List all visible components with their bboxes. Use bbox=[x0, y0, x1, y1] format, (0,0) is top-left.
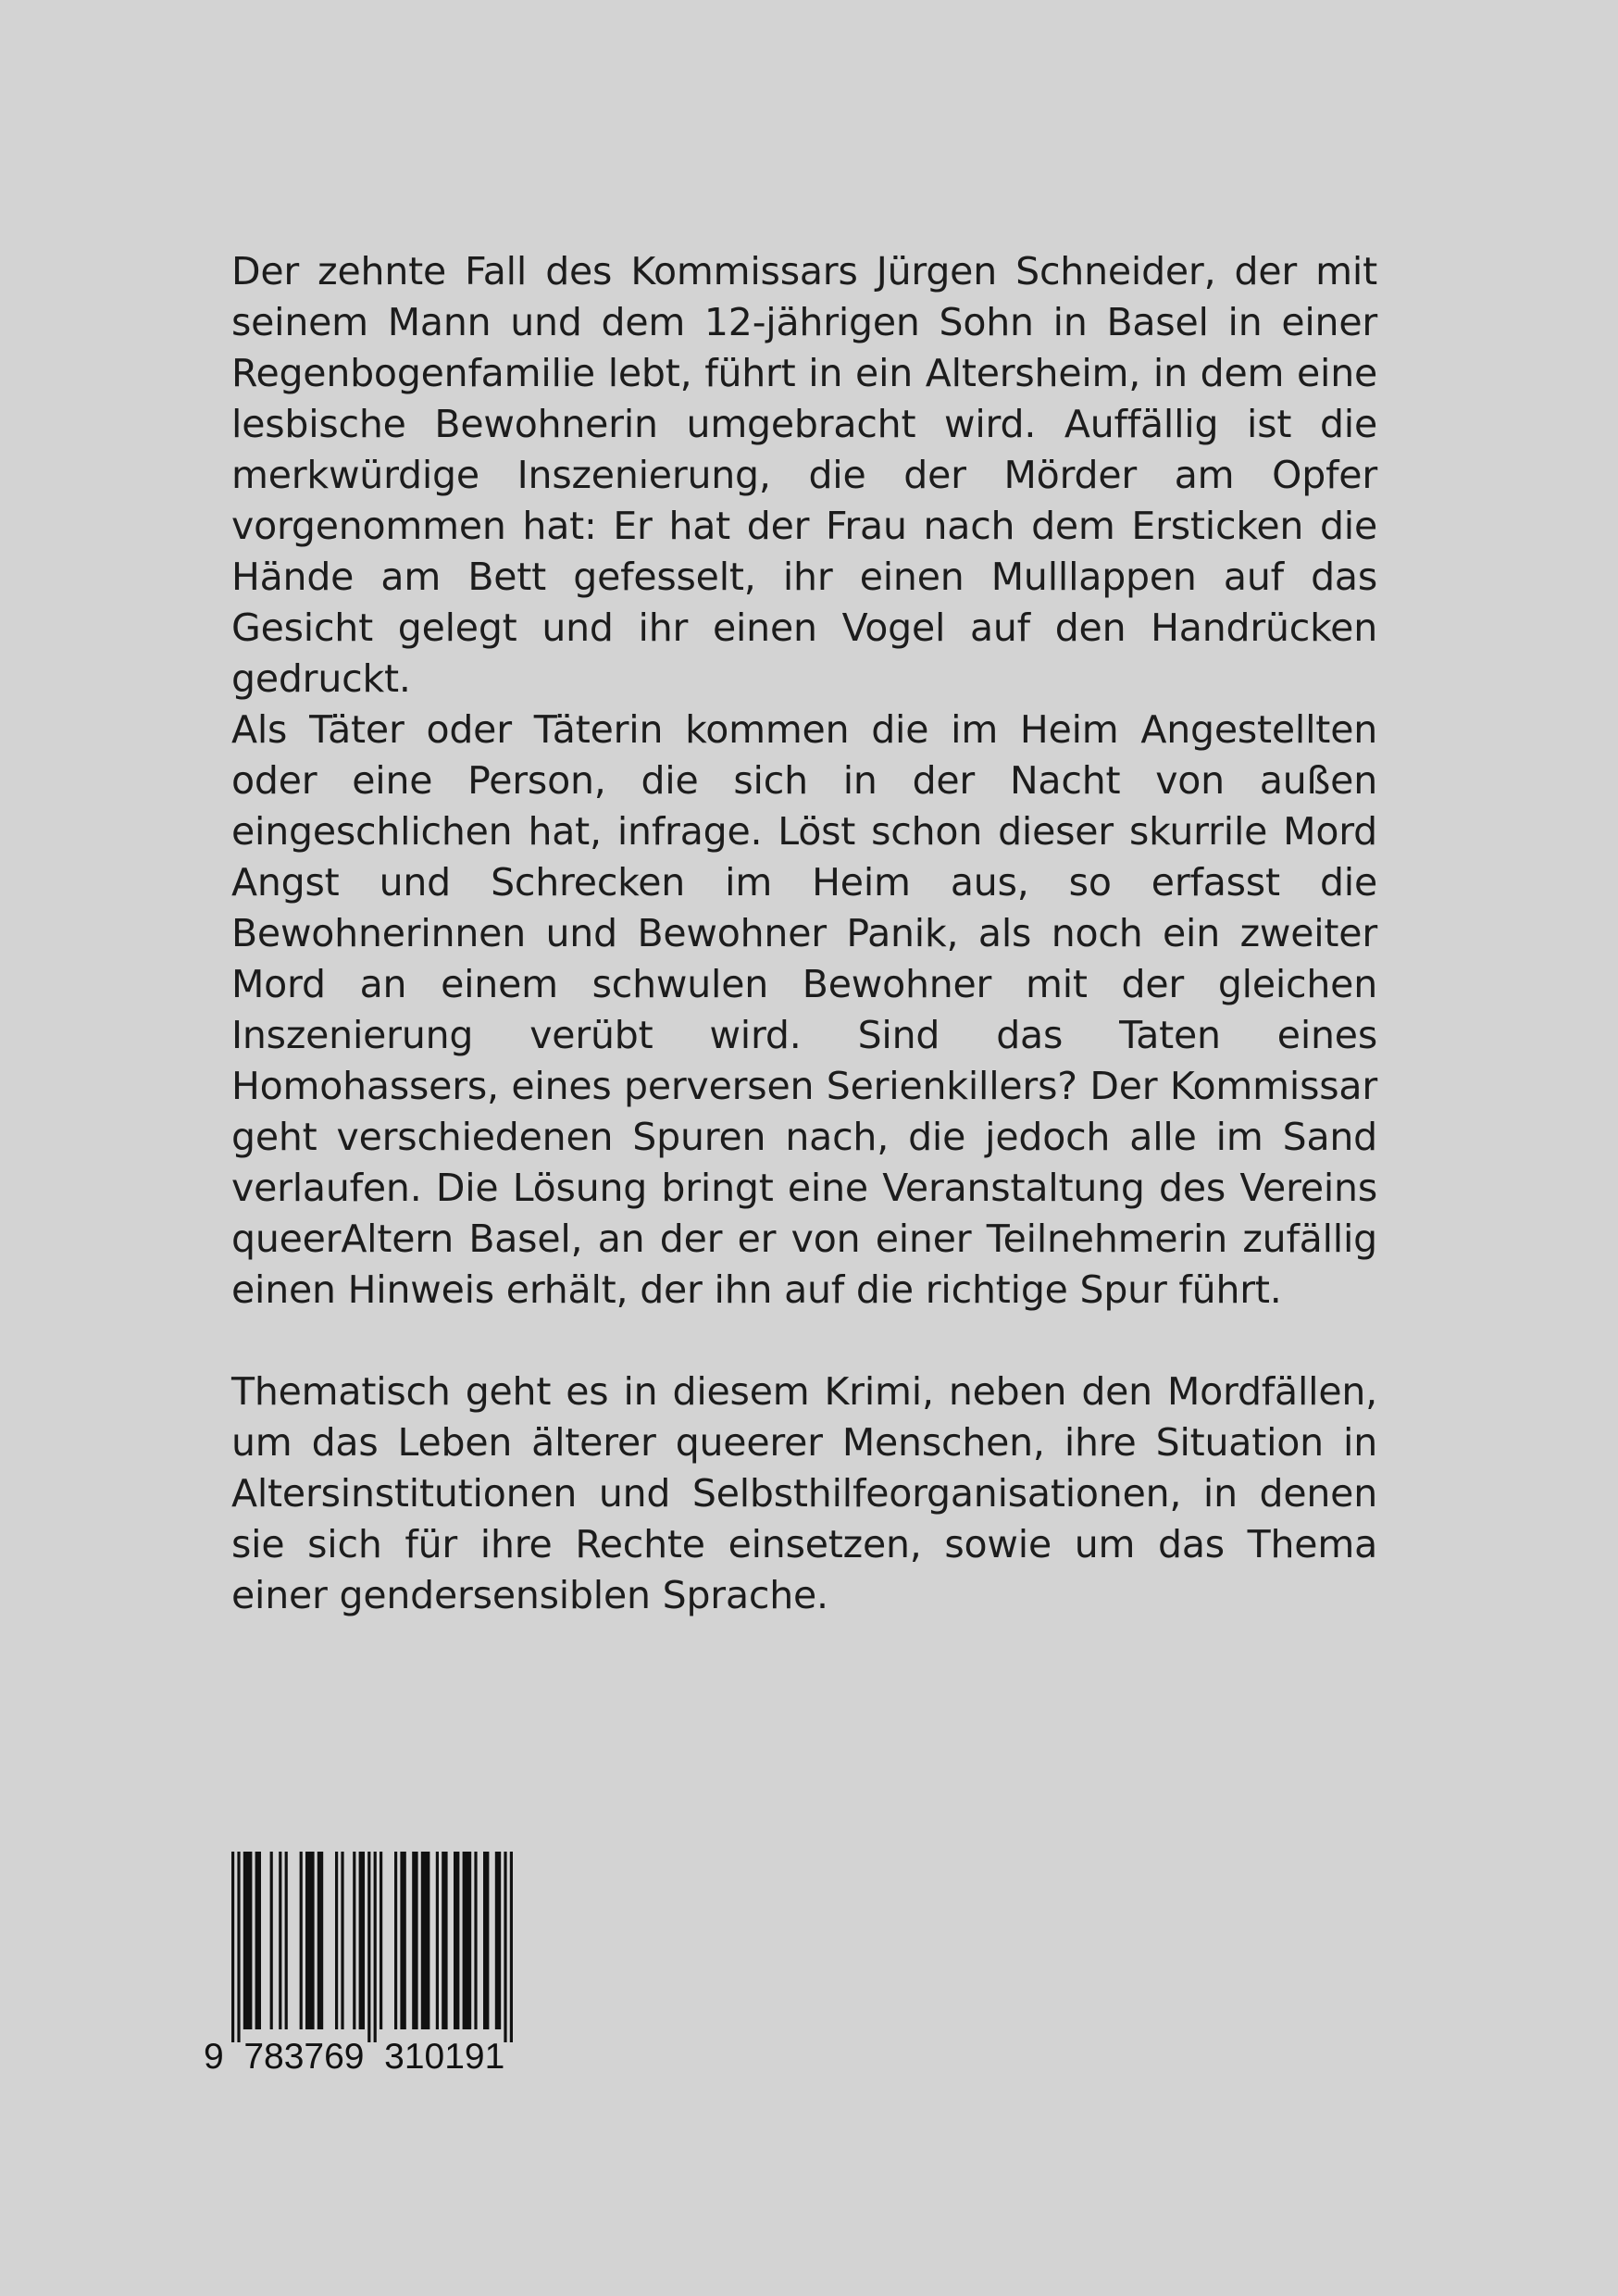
barcode-bar-6 bbox=[285, 1852, 288, 2029]
blurb-paragraph-3: Thematisch geht es in diesem Krimi, neben den Mordfällen, um das Leben älterer queerer Menschen, ihre Situation in Altersinstitutionen und Selbsthilfeorganisationen, in denen sie sich für ihre Rechte einsetzen, sowie um das Thema einer gendersensiblen Sprache. bbox=[231, 1369, 1377, 1617]
barcode-bar-17 bbox=[394, 1852, 397, 2029]
barcode-bar-12 bbox=[353, 1852, 355, 2029]
isbn-number: 9 783769 310191 bbox=[204, 2037, 505, 2077]
isbn-barcode bbox=[204, 1852, 518, 2083]
blurb-paragraph-1: Der zehnte Fall des Kommissars Jürgen Schneider, der mit seinem Mann und dem 12-jährigen Sohn in Basel in einer Regenbogenfamilie lebt, führt in ein Altersheim, in dem eine lesbische Bewohnerin umgebracht wird. Auffällig ist die merkwürdige Inszenierung, die der Mörder am Opfer vorgenommen hat: Er hat der Frau nach dem Ersticken die Hände am Bett gefesselt, ihr einen Mulllappen auf das Gesicht gelegt und ihr einen Vogel auf den Handrücken gedruckt. bbox=[231, 249, 1377, 701]
barcode-bar-3 bbox=[255, 1852, 261, 2029]
barcode-bar-23 bbox=[454, 1852, 459, 2029]
barcode-bar-16 bbox=[380, 1852, 382, 2029]
barcode-bar-2 bbox=[243, 1852, 253, 2029]
barcode-bar-8 bbox=[305, 1852, 315, 2029]
barcode-bar-25 bbox=[474, 1852, 477, 2029]
barcode-bar-1 bbox=[237, 1852, 240, 2042]
barcode-bar-24 bbox=[463, 1852, 472, 2029]
blurb-paragraph-2: Als Täter oder Täterin kommen die im Heim Angestellten oder eine Person, die sich in der Nacht von außen eingeschlichen hat, infrage. Löst schon dieser skurrile Mord Angst und Schrecken im Heim aus, so erfasst die Bewohnerinnen und Bewohner Panik, als noch ein zweiter Mord an einem schwulen Bewohner mit der gleichen Inszenierung verübt wird. Sind das Taten eines Homohassers, eines perversen Serienkillers? Der Kommissar geht verschiedenen Spuren nach, die jedoch alle im Sand verlaufen. Die Lösung bringt eine Veranstaltung des Vereins queerAltern Basel, an der er von einer Teilnehmerin zufällig einen Hinweis erhält, der ihn auf die richtige Spur führt. bbox=[231, 707, 1377, 1312]
barcode-bar-18 bbox=[400, 1852, 405, 2029]
barcode-bar-13 bbox=[359, 1852, 365, 2029]
barcode-bar-15 bbox=[374, 1852, 377, 2042]
barcode-bar-9 bbox=[317, 1852, 323, 2029]
barcode-bar-10 bbox=[335, 1852, 338, 2029]
barcode-bar-22 bbox=[442, 1852, 447, 2029]
barcode-bar-0 bbox=[231, 1852, 234, 2042]
barcode-bar-26 bbox=[483, 1852, 489, 2029]
barcode-bar-29 bbox=[510, 1852, 513, 2042]
barcode-bar-20 bbox=[421, 1852, 430, 2029]
barcode-bar-19 bbox=[412, 1852, 417, 2029]
barcode-bar-14 bbox=[367, 1852, 370, 2042]
barcode-bar-11 bbox=[341, 1852, 343, 2029]
barcode-bar-7 bbox=[300, 1852, 303, 2029]
barcode-bar-5 bbox=[279, 1852, 281, 2029]
barcode-bar-27 bbox=[495, 1852, 501, 2029]
barcode-bar-21 bbox=[436, 1852, 439, 2029]
back-cover-blurb bbox=[231, 246, 1377, 1621]
barcode-bar-4 bbox=[270, 1852, 273, 2029]
barcode-bar-28 bbox=[504, 1852, 506, 2042]
